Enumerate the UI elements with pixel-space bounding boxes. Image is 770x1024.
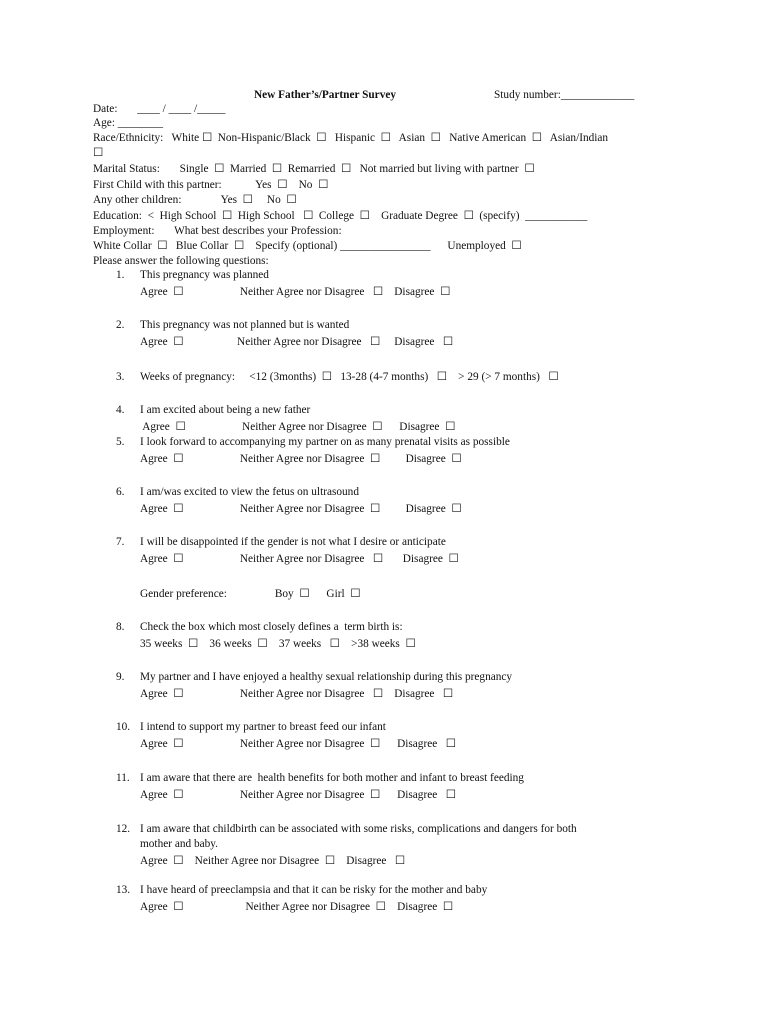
study-number-field[interactable]: Study number:_____________	[494, 89, 635, 101]
question-options[interactable]: Agree ☐ Neither Agree nor Disagree ☐ Disagree ☐	[140, 738, 456, 750]
gender-preference-row[interactable]: Gender preference: Boy ☐ Girl ☐	[140, 588, 361, 600]
question-text-continued: mother and baby.	[140, 838, 219, 850]
instructions-text: Please answer the following questions:	[93, 255, 269, 267]
question-number: 4.	[116, 404, 125, 416]
question-options[interactable]: Agree ☐ Neither Agree nor Disagree ☐ Disagree ☐	[140, 421, 456, 433]
question-options[interactable]: Agree ☐ Neither Agree nor Disagree ☐ Disagree ☐	[140, 553, 459, 565]
question-options[interactable]: Agree ☐ Neither Agree nor Disagree ☐ Disagree ☐	[140, 286, 451, 298]
question-number: 11.	[116, 772, 130, 784]
question-text: I have heard of preeclampsia and that it can be risky for the mother and baby	[140, 884, 488, 896]
question-text: I intend to support my partner to breast feed our infant	[140, 721, 386, 733]
question-options[interactable]: Agree ☐ Neither Agree nor Disagree ☐ Disagree ☐	[140, 789, 456, 801]
question-options[interactable]: Agree ☐ Neither Agree nor Disagree ☐ Disagree ☐	[140, 901, 454, 913]
question-options[interactable]: Agree ☐ Neither Agree nor Disagree ☐ Disagree ☐	[140, 855, 406, 867]
profession-row[interactable]: White Collar ☐ Blue Collar ☐ Specify (optional) ________________ Unemployed ☐	[93, 240, 522, 252]
question-options[interactable]: Agree ☐ Neither Agree nor Disagree ☐ Disagree ☐	[140, 688, 454, 700]
question-number: 2.	[116, 319, 125, 331]
date-field[interactable]: Date: ____ / ____ /_____	[93, 103, 226, 115]
question-options[interactable]: Agree ☐ Neither Agree nor Disagree ☐ Disagree ☐	[140, 336, 454, 348]
age-field[interactable]: Age: ________	[93, 117, 163, 129]
question-text: I am aware that childbirth can be associated with some risks, complications and dangers for both	[140, 823, 577, 835]
question-options[interactable]: Agree ☐ Neither Agree nor Disagree ☐ Disagree ☐	[140, 453, 462, 465]
question-options[interactable]: Agree ☐ Neither Agree nor Disagree ☐ Disagree ☐	[140, 503, 462, 515]
question-number: 12.	[116, 823, 131, 835]
survey-title: New Father’s/Partner Survey	[254, 89, 397, 101]
employment-label: Employment: What best describes your Profession:	[93, 225, 342, 237]
question-number: 13.	[116, 884, 131, 896]
question-text: This pregnancy was planned	[140, 269, 269, 281]
question-number: 9.	[116, 671, 125, 683]
question-text: This pregnancy was not planned but is wanted	[140, 319, 350, 331]
education-row[interactable]: Education: < High School ☐ High School ☐ College ☐ Graduate Degree ☐ (specify) ___________	[93, 210, 588, 222]
question-text: I am/was excited to view the fetus on ultrasound	[140, 486, 359, 498]
question-number: 10.	[116, 721, 131, 733]
question-number: 5.	[116, 436, 125, 448]
weeks-of-pregnancy-row[interactable]: Weeks of pregnancy: <12 (3months) ☐ 13-28 (4-7 months) ☐ > 29 (> 7 months) ☐	[140, 371, 559, 383]
question-text: My partner and I have enjoyed a healthy sexual relationship during this pregnancy	[140, 671, 513, 683]
first-child-row[interactable]: First Child with this partner: Yes ☐ No ☐	[93, 179, 329, 191]
race-ethnicity-checkbox-other[interactable]: ☐	[93, 147, 104, 159]
question-number: 7.	[116, 536, 125, 548]
question-text: I am excited about being a new father	[140, 404, 311, 416]
question-text: I will be disappointed if the gender is not what I desire or anticipate	[140, 536, 446, 548]
question-text: I look forward to accompanying my partner on as many prenatal visits as possible	[140, 436, 510, 448]
question-number: 6.	[116, 486, 125, 498]
question-number: 8.	[116, 621, 125, 633]
term-birth-options[interactable]: 35 weeks ☐ 36 weeks ☐ 37 weeks ☐ >38 weeks ☐	[140, 638, 416, 650]
question-text: Check the box which most closely defines a term birth is:	[140, 621, 403, 633]
race-ethnicity-row[interactable]: Race/Ethnicity: White ☐ Non-Hispanic/Black ☐ Hispanic ☐ Asian ☐ Native American ☐ Asian/Indian	[93, 132, 609, 144]
other-children-row[interactable]: Any other children: Yes ☐ No ☐	[93, 194, 297, 206]
question-number: 1.	[116, 269, 125, 281]
question-text: I am aware that there are health benefits for both mother and infant to breast feeding	[140, 772, 524, 784]
question-number: 3.	[116, 371, 125, 383]
marital-status-row[interactable]: Marital Status: Single ☐ Married ☐ Remarried ☐ Not married but living with partner ☐	[93, 163, 535, 175]
